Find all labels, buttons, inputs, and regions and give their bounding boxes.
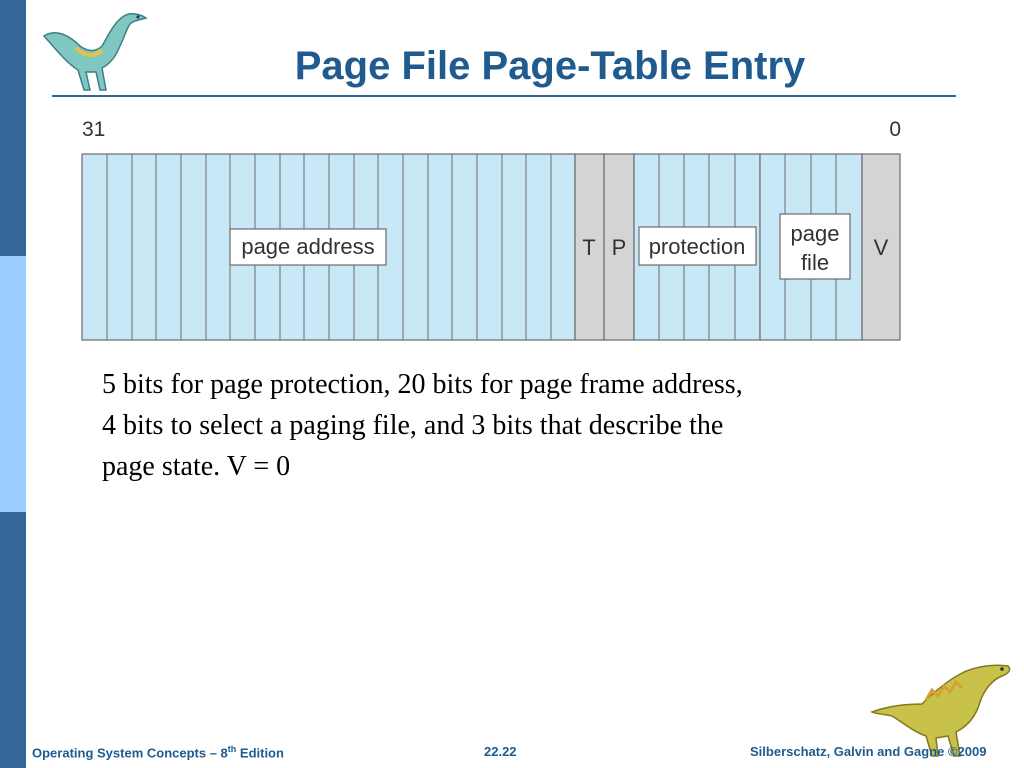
protection-label: protection bbox=[648, 234, 746, 259]
side-stripe-bottom bbox=[0, 512, 26, 768]
page-table-entry-diagram bbox=[80, 114, 904, 344]
title-divider bbox=[52, 95, 956, 97]
slide-body-text: 5 bits for page protection, 20 bits for page frame address, 4 bits to select a paging file, and 3 bits that describe the page state. V = 0 bbox=[102, 369, 743, 482]
side-stripe-middle bbox=[0, 256, 26, 512]
v-bit-label: V bbox=[873, 235, 889, 260]
p-bit-label: P bbox=[611, 235, 627, 260]
slide-title: Page File Page-Table Entry bbox=[294, 44, 806, 88]
page-file-label-line1: page bbox=[790, 221, 840, 246]
bit-field-svg bbox=[80, 114, 904, 344]
dinosaur-logo-top bbox=[36, 6, 158, 96]
page-file-label-line2: file bbox=[800, 250, 830, 275]
bit-0-label: 0 bbox=[889, 118, 901, 141]
side-stripe-top bbox=[0, 0, 26, 256]
t-bit-label: T bbox=[582, 235, 596, 260]
footer-copyright: Silberschatz, Galvin and Gagne ©2009 bbox=[750, 744, 987, 759]
bit-31-label: 31 bbox=[82, 118, 106, 141]
page-address-label: page address bbox=[241, 234, 375, 259]
footer-page-number: 22.22 bbox=[484, 744, 517, 759]
footer-course-title: Operating System Concepts – 8th Edition bbox=[32, 744, 284, 761]
